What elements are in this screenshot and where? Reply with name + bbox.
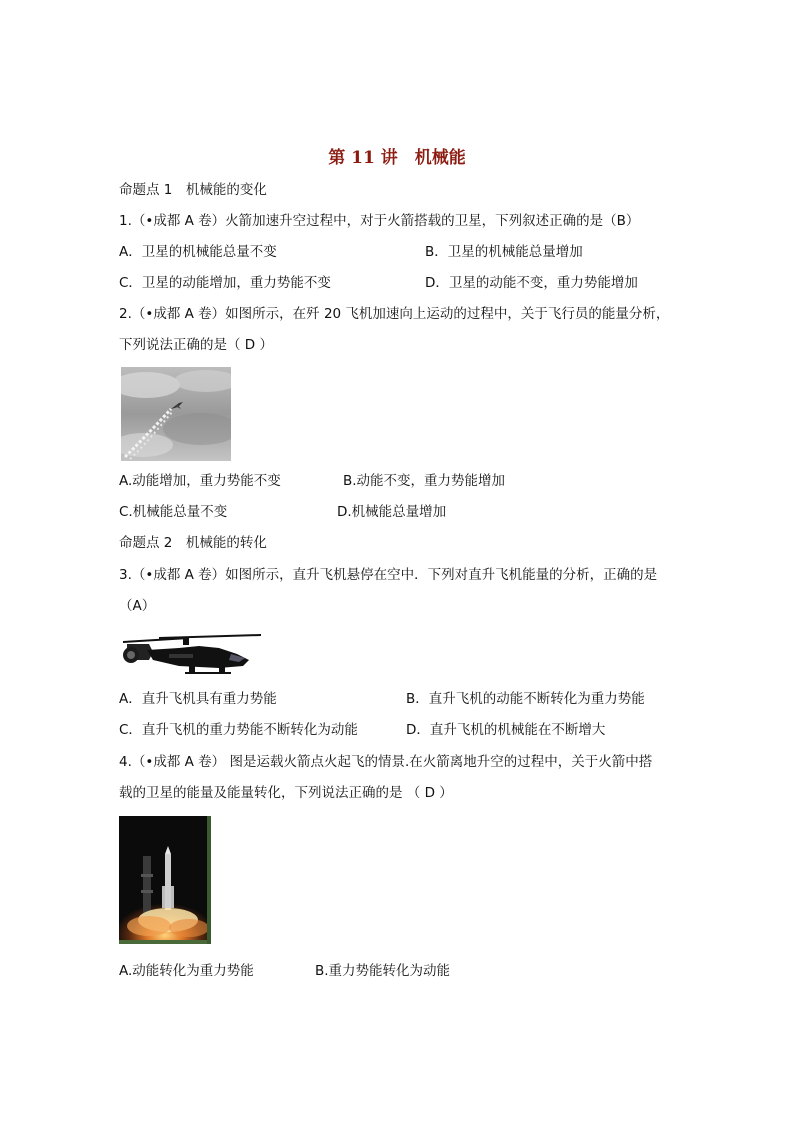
question-4-stem-cont: 载的卫星的能量及能量转化，下列说法正确的是 （ D ） (119, 785, 453, 801)
question-3-option-c: C．直升飞机的重力势能不断转化为动能 (119, 722, 358, 738)
rocket-launch-image (119, 816, 211, 944)
page-title: 第 11 讲 机械能 (328, 148, 466, 168)
question-3-option-d: D．直升飞机的机械能在不断增大 (406, 722, 606, 738)
jet-fighter-image (121, 367, 231, 461)
helicopter-image (119, 630, 263, 676)
question-2-option-b: B.动能不变，重力势能增加 (343, 473, 506, 489)
question-1-option-d: D．卫星的动能不变，重力势能增加 (425, 275, 638, 291)
question-1-option-b: B．卫星的机械能总量增加 (425, 244, 583, 260)
question-2-option-c: C.机械能总量不变 (119, 504, 228, 520)
question-4-option-b: B.重力势能转化为动能 (315, 963, 451, 979)
question-1-option-c: C．卫星的动能增加，重力势能不变 (119, 275, 331, 291)
question-3-option-b: B．直升飞机的动能不断转化为重力势能 (406, 691, 645, 707)
question-4-stem: 4.（•成都 A 卷） 图是运载火箭点火起飞的情景.在火箭离地升空的过程中，关于火箭中搭 (119, 754, 653, 770)
question-3-option-a: A．直升飞机具有重力势能 (119, 691, 277, 707)
section-heading-1: 命题点 1 机械能的变化 (119, 182, 267, 198)
question-3-stem: 3.（•成都 A 卷）如图所示，直升飞机悬停在空中．下列对直升飞机能量的分析，正确的是 (119, 567, 658, 583)
question-4-option-a: A.动能转化为重力势能 (119, 963, 254, 979)
section-heading-2: 命题点 2 机械能的转化 (119, 535, 267, 551)
question-2-stem-cont: 下列说法正确的是（ D ） (119, 337, 273, 353)
question-3-stem-cont: （A） (119, 598, 156, 614)
question-1-stem: 1.（•成都 A 卷）火箭加速升空过程中，对于火箭搭载的卫星，下列叙述正确的是（B） (119, 213, 640, 229)
question-1-option-a: A．卫星的机械能总量不变 (119, 244, 277, 260)
question-2-option-d: D.机械能总量增加 (337, 504, 447, 520)
question-2-option-a: A.动能增加，重力势能不变 (119, 473, 281, 489)
question-2-stem: 2.（•成都 A 卷）如图所示，在歼 20 飞机加速向上运动的过程中，关于飞行员的能量分析， (119, 306, 670, 322)
